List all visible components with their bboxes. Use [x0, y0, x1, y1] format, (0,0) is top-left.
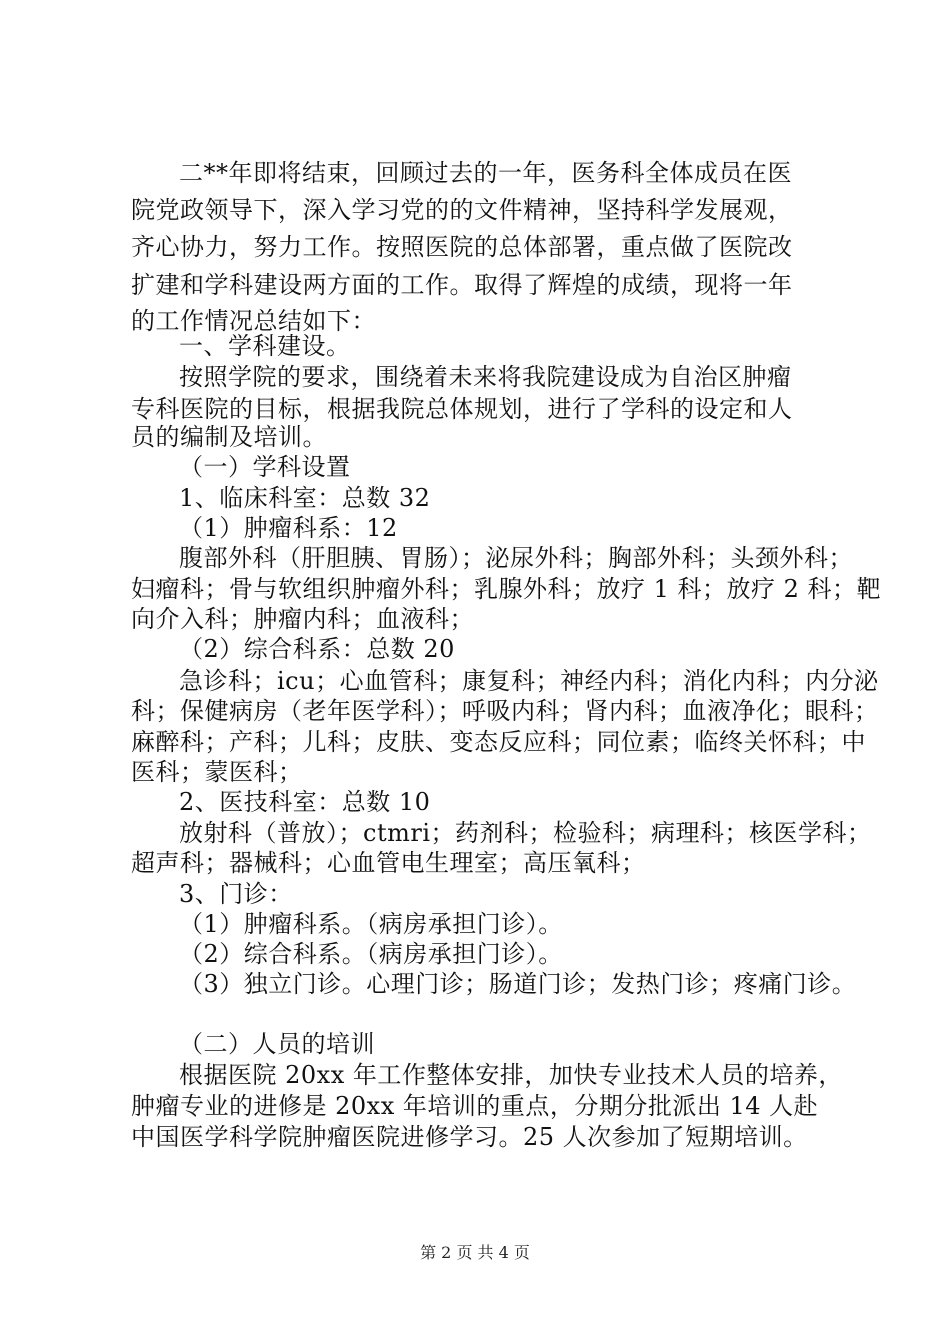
paragraph-line: 科；保健病房（老年医学科）；呼吸内科；肾内科；血液净化；眼科； [131, 697, 879, 725]
list-item: 2、医技科室：总数 10 [179, 788, 431, 816]
paragraph-line: 超声科；器械科；心血管电生理室；高压氧科； [131, 849, 646, 877]
paragraph-line: 腹部外科（肝胆胰、胃肠）；泌尿外科；胸部外科；头颈外科； [179, 544, 853, 572]
paragraph-line: 院党政领导下，深入学习党的的文件精神，坚持科学发展观， [131, 196, 793, 224]
paragraph-line: 急诊科；icu；心血管科；康复科；神经内科；消化内科；内分泌 [179, 667, 879, 695]
paragraph-line: 按照学院的要求，围绕着未来将我院建设成为自治区肿瘤 [179, 363, 792, 391]
paragraph-line: 医科；蒙医科； [131, 758, 303, 786]
list-item: 3、门诊： [179, 880, 293, 908]
paragraph-line: 扩建和学科建设两方面的工作。取得了辉煌的成绩，现将一年 [131, 271, 793, 299]
list-item: （2）综合科系：总数 20 [179, 635, 455, 663]
paragraph-line: 中国医学科学院肿瘤医院进修学习。25 人次参加了短期培训。 [131, 1123, 808, 1151]
paragraph-line: 妇瘤科；骨与软组织肿瘤外科；乳腺外科；放疗 1 科；放疗 2 科；靶 [131, 575, 882, 603]
paragraph-line: 根据医院 20xx 年工作整体安排，加快专业技术人员的培养， [179, 1061, 843, 1089]
paragraph-line: 的工作情况总结如下： [131, 307, 376, 335]
list-item: （3）独立门诊。心理门诊；肠道门诊；发热门诊；疼痛门诊。 [179, 970, 857, 998]
subsection-heading: （一）学科设置 [179, 453, 351, 481]
paragraph-line: 放射科（普放）；ctmri；药剂科；检验科；病理科；核医学科； [179, 819, 872, 847]
paragraph-line: 肿瘤专业的进修是 20xx 年培训的重点，分期分批派出 14 人赴 [131, 1092, 819, 1120]
paragraph-line: 向介入科；肿瘤内科；血液科； [131, 605, 474, 633]
paragraph-line: 麻醉科；产科；儿科；皮肤、变态反应科；同位素；临终关怀科；中 [131, 728, 866, 756]
paragraph-line: 员的编制及培训。 [131, 423, 327, 451]
section-heading: 一、学科建设。 [179, 332, 351, 360]
paragraph-line: 齐心协力，努力工作。按照医院的总体部署，重点做了医院改 [131, 233, 793, 261]
list-item: （2）综合科系。（病房承担门诊）。 [179, 940, 563, 968]
paragraph-line: 专科医院的目标，根据我院总体规划，进行了学科的设定和人 [131, 395, 793, 423]
list-item: （1）肿瘤科系。（病房承担门诊）。 [179, 910, 563, 938]
list-item: 1、临床科室：总数 32 [179, 484, 431, 512]
page-number: 第 2 页 共 4 页 [420, 1243, 530, 1262]
paragraph-line: 二**年即将结束，回顾过去的一年，医务科全体成员在医 [179, 159, 792, 187]
list-item: （1）肿瘤科系：12 [179, 514, 398, 542]
subsection-heading: （二）人员的培训 [179, 1030, 375, 1058]
